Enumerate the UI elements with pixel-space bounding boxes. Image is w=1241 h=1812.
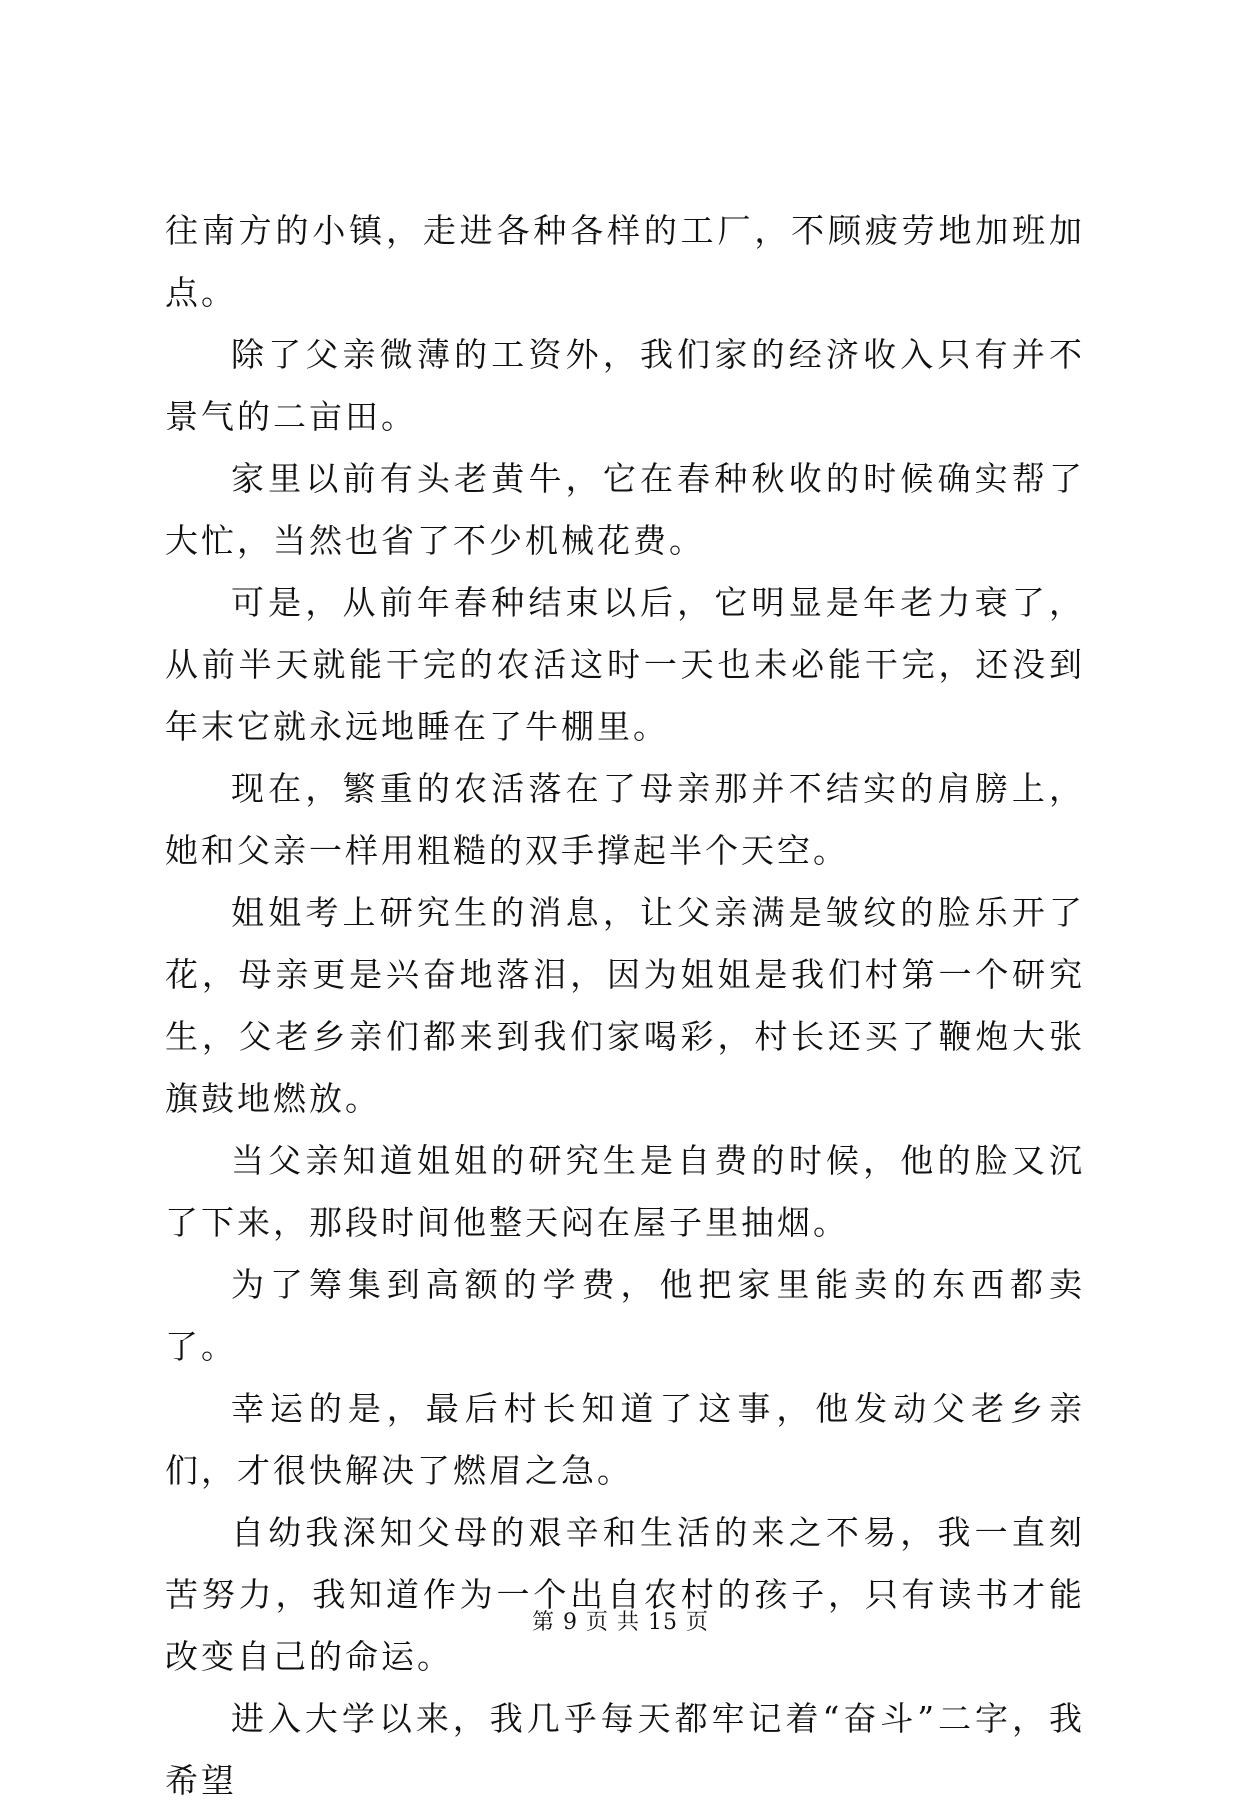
page-number-footer: 第 9 页 共 15 页 [532,1610,709,1635]
paragraph: 家里以前有头老黄牛，它在春种秋收的时候确实帮了大忙，当然也省了不少机械花费。 [165,459,1085,560]
paragraph: 进入大学以来，我几乎每天都牢记着“奋斗”二字，我希望 [165,1699,1085,1800]
paragraph: 幸运的是，最后村长知道了这事，他发动父老乡亲们，才很快解决了燃眉之急。 [165,1389,1085,1490]
paragraph: 自幼我深知父母的艰辛和生活的来之不易，我一直刻苦努力，我知道作为一个出自农村的孩子，只有读书才能改变自己的命运。 [165,1513,1085,1676]
paragraph: 当父亲知道姐姐的研究生是自费的时候，他的脸又沉了下来，那段时间他整天闷在屋子里抽烟。 [165,1141,1085,1242]
paragraph: 姐姐考上研究生的消息，让父亲满是皱纹的脸乐开了花，母亲更是兴奋地落泪，因为姐姐是我们村第一个研究生，父老乡亲们都来到我们家喝彩，村长还买了鞭炮大张旗鼓地燃放。 [165,893,1085,1118]
paragraph: 除了父亲微薄的工资外，我们家的经济收入只有并不景气的二亩田。 [165,335,1085,436]
paragraph: 往南方的小镇，走进各种各样的工厂，不顾疲劳地加班加点。 [165,211,1085,312]
paragraph: 可是，从前年春种结束以后，它明显是年老力衰了，从前半天就能干完的农活这时一天也未必能干完，还没到年末它就永远地睡在了牛棚里。 [165,583,1085,746]
paragraph: 现在，繁重的农活落在了母亲那并不结实的肩膀上，她和父亲一样用粗糙的双手撑起半个天空。 [165,769,1085,870]
document-body [165,200,1085,1812]
paragraph: 为了筹集到高额的学费，他把家里能卖的东西都卖了。 [165,1265,1085,1366]
